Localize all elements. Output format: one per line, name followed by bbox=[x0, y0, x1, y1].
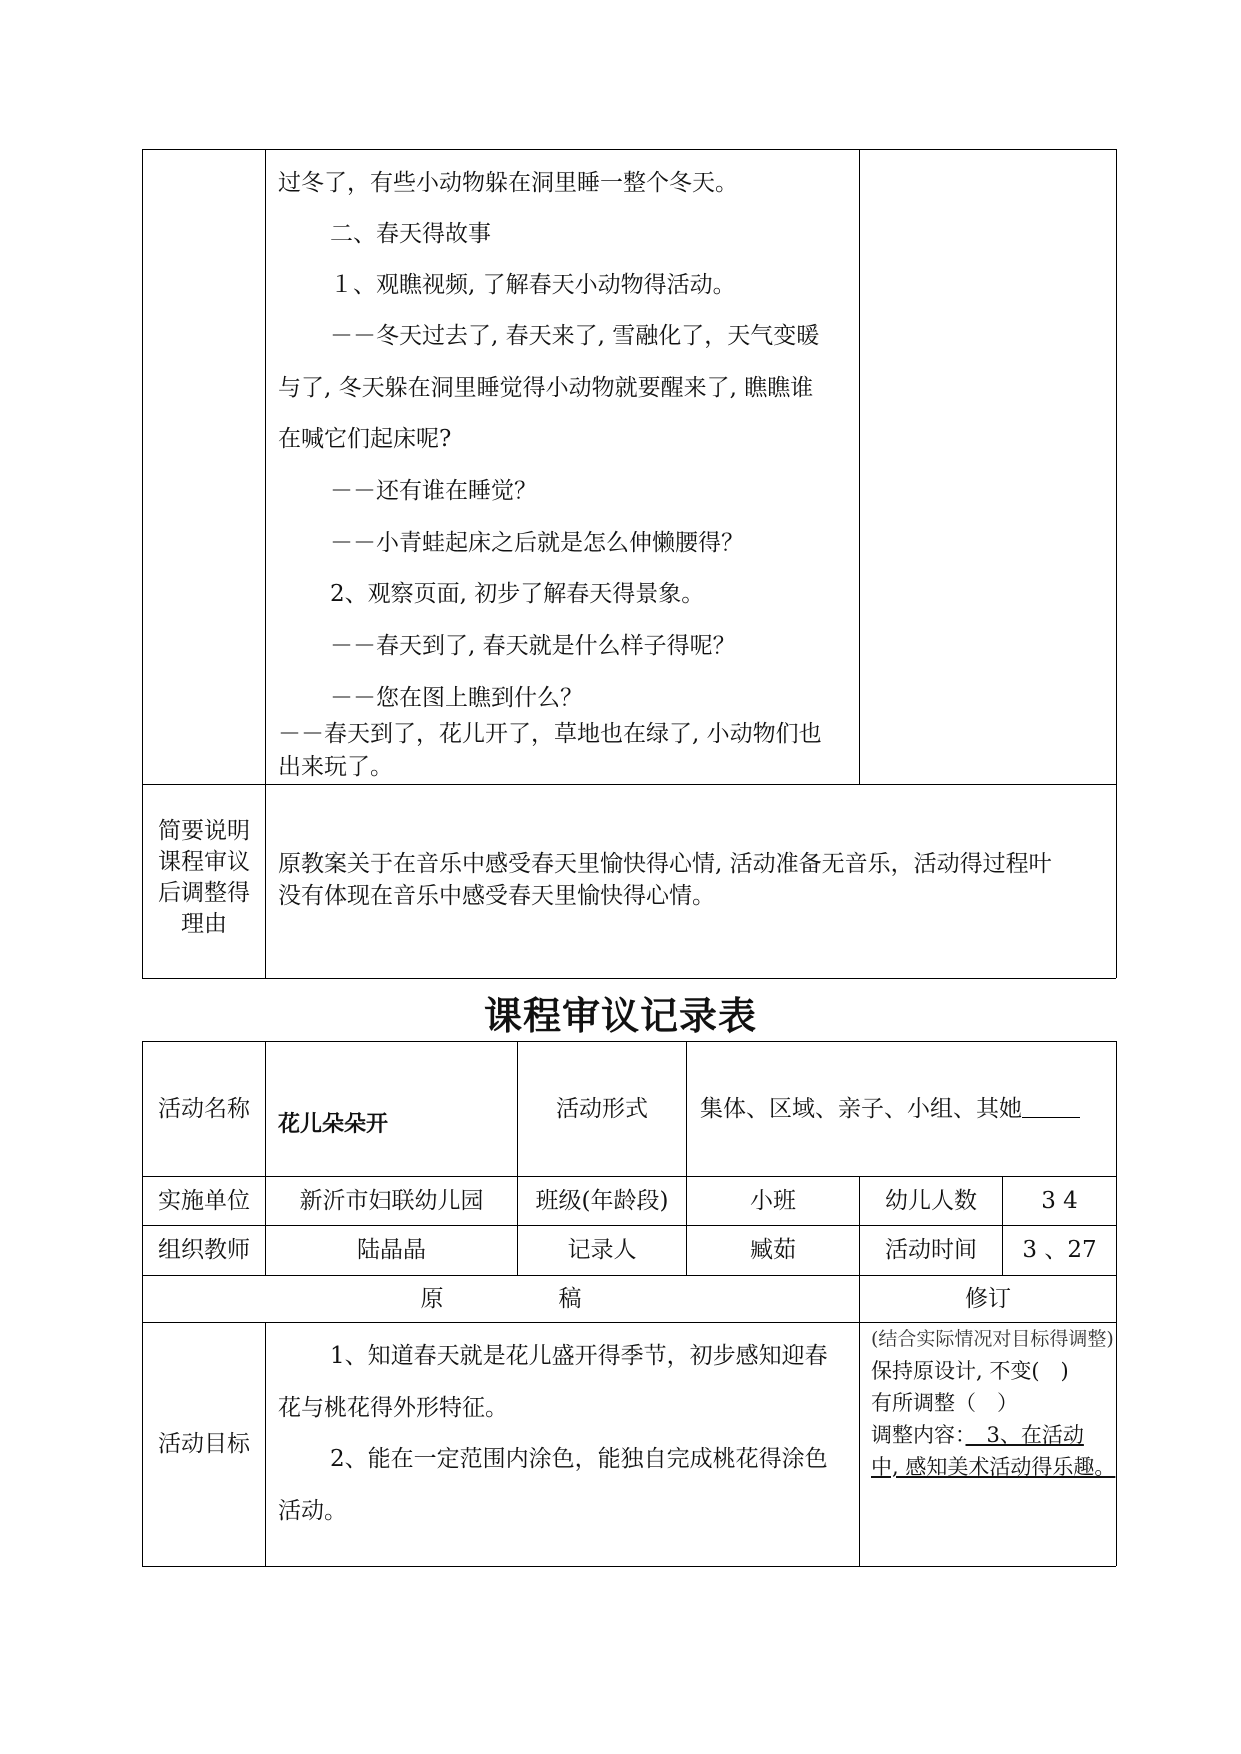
content-line: 与了, 冬天躲在洞里睡觉得小动物就要醒来了, 瞧瞧谁 bbox=[278, 375, 814, 401]
content-line: １、观瞧视频, 了解春天小动物得活动。 bbox=[330, 272, 736, 298]
content-line: 出来玩了。 bbox=[278, 754, 393, 780]
original-header: 原 稿 bbox=[420, 1286, 582, 1312]
teacher-value: 陆晶晶 bbox=[357, 1237, 426, 1263]
page-title: 课程审议记录表 bbox=[483, 993, 757, 1038]
unit-label: 实施单位 bbox=[158, 1188, 250, 1214]
content-line: －－冬天过去了, 春天来了, 雪融化了，天气变暖 bbox=[330, 323, 820, 349]
activity-name-label: 活动名称 bbox=[158, 1096, 250, 1122]
content-line: －－您在图上瞧到什么？ bbox=[330, 685, 583, 711]
content-line: 过冬了，有些小动物躲在洞里睡一整个冬天。 bbox=[278, 170, 738, 196]
content-line: 在喊它们起床呢? bbox=[278, 426, 452, 452]
keep-design-option: 保持原设计, 不变( ) bbox=[871, 1359, 1069, 1383]
goal-label: 活动目标 bbox=[158, 1431, 250, 1457]
revision-note: (结合实际情况对目标得调整) bbox=[871, 1328, 1114, 1350]
recorder-label: 记录人 bbox=[567, 1237, 637, 1263]
recorder-value: 臧茹 bbox=[750, 1237, 796, 1263]
content-line: －－春天到了, 春天就是什么样子得呢？ bbox=[330, 633, 736, 659]
time-value: 3 、27 bbox=[1022, 1237, 1097, 1263]
teacher-label: 组织教师 bbox=[158, 1237, 250, 1263]
activity-form-blank bbox=[1022, 1095, 1080, 1118]
revision-header: 修订 bbox=[965, 1286, 1011, 1312]
class-label: 班级(年龄段) bbox=[535, 1188, 669, 1214]
class-value: 小班 bbox=[750, 1188, 796, 1214]
adjust-content-line2: 中, 感知美术活动得乐趣。 bbox=[871, 1455, 1116, 1479]
activity-form-value: 集体、区域、亲子、小组、其她 bbox=[700, 1094, 1080, 1124]
time-label: 活动时间 bbox=[885, 1237, 977, 1263]
activity-name-value: 花儿朵朵开 bbox=[278, 1112, 389, 1137]
content-line: －－小青蛙起床之后就是怎么伸懒腰得？ bbox=[330, 530, 744, 556]
adjust-content: 调整内容： 3、在活动 bbox=[871, 1423, 1084, 1447]
content-line: 二、春天得故事 bbox=[330, 221, 491, 247]
activity-form-label: 活动形式 bbox=[556, 1096, 648, 1122]
content-line: －－春天到了，花儿开了，草地也在绿了, 小动物们也 bbox=[278, 721, 822, 747]
children-count-value: 3 4 bbox=[1041, 1188, 1078, 1214]
content-line: 2、观察页面, 初步了解春天得景象。 bbox=[330, 581, 705, 607]
unit-value: 新沂市妇联幼儿园 bbox=[299, 1188, 484, 1214]
children-count-label: 幼儿人数 bbox=[885, 1188, 977, 1214]
content-line: －－还有谁在睡觉？ bbox=[330, 478, 537, 504]
adjusted-option: 有所调整（ ） bbox=[871, 1391, 1018, 1415]
